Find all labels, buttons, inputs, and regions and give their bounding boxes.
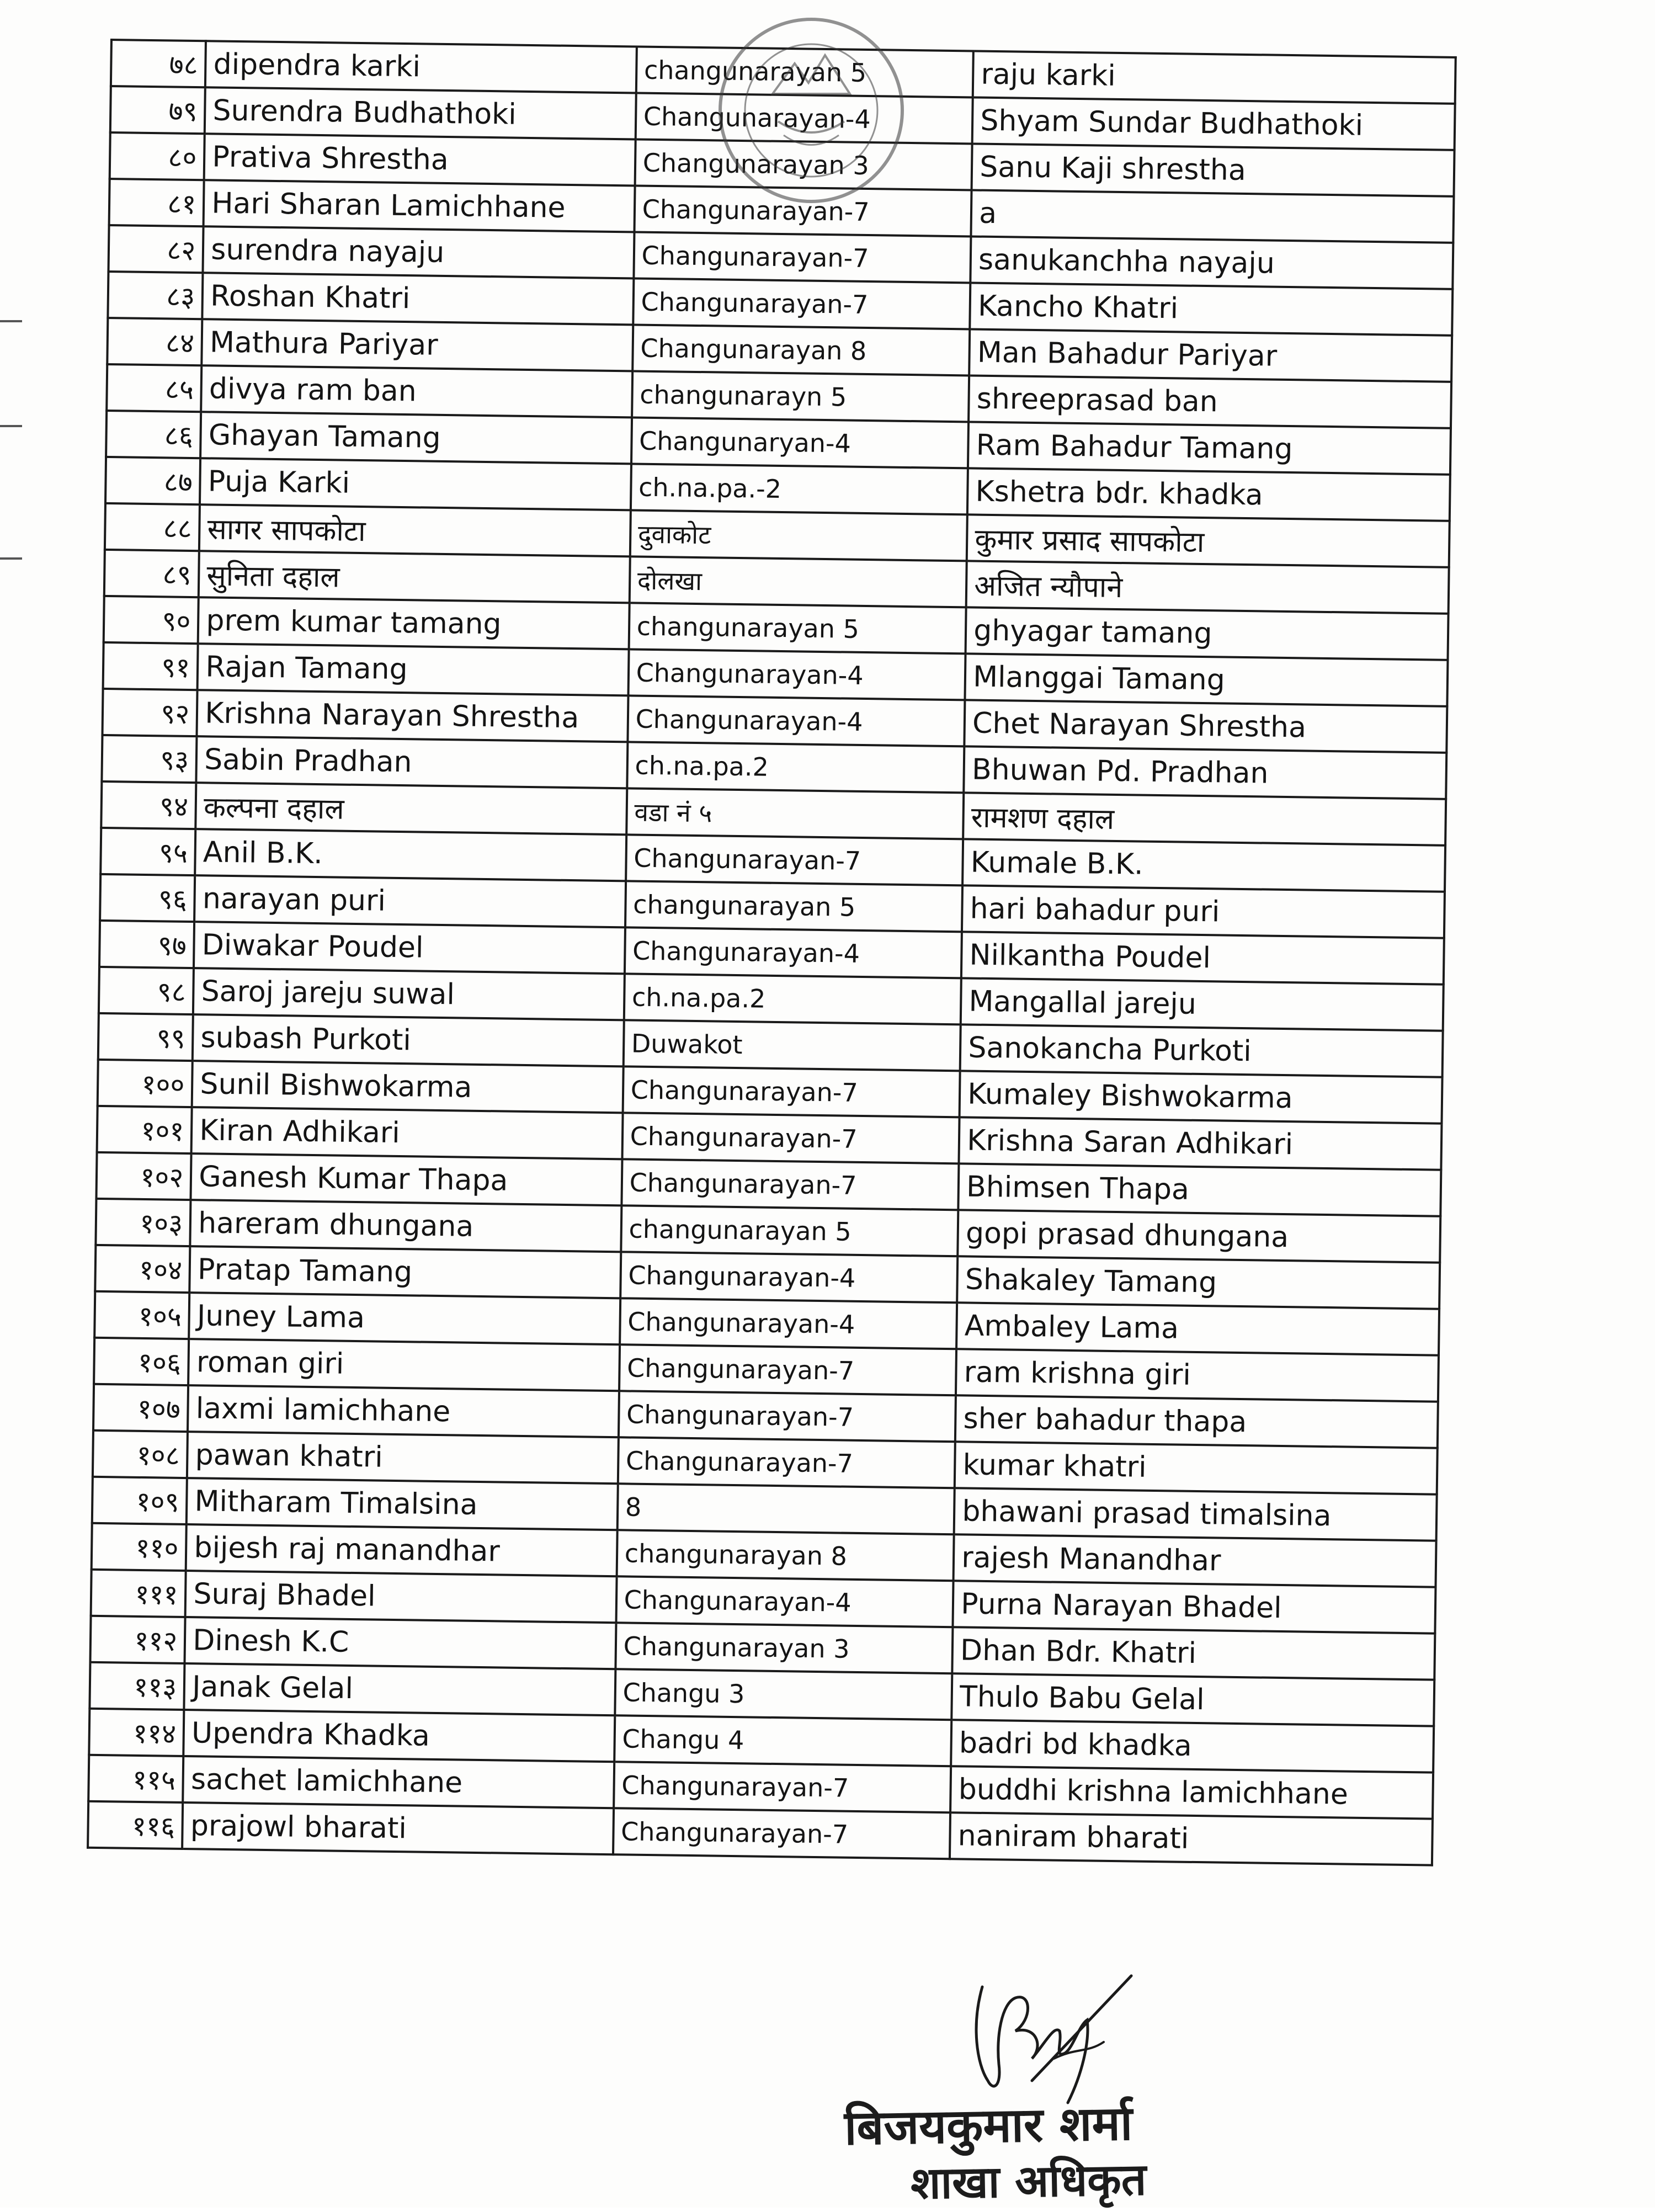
parent-name-cell: sher bahadur thapa <box>955 1395 1438 1448</box>
address-cell: Changunarayan 8 <box>632 325 970 375</box>
address-cell: Changu 4 <box>614 1715 952 1766</box>
name-cell: Janak Gelal <box>184 1663 615 1715</box>
address-cell: दुवाकोट <box>630 510 968 561</box>
address-cell: Changunarayan-7 <box>622 1113 960 1163</box>
table-body <box>88 40 1456 1865</box>
address-cell: Changunarayan-4 <box>616 1576 954 1627</box>
parent-name-cell: Shyam Sundar Budhathoki <box>972 97 1455 150</box>
address-cell: changunarayn 5 <box>632 371 970 422</box>
name-cell: surendra nayaju <box>203 226 634 278</box>
name-cell: Diwakar Poudel <box>194 922 625 974</box>
name-cell: narayan puri <box>194 875 625 927</box>
serial-number-cell: १०३ <box>95 1199 190 1246</box>
parent-name-cell: naniram bharati <box>950 1812 1433 1865</box>
name-cell: Ghayan Tamang <box>200 412 631 464</box>
name-cell: Suraj Bhadel <box>185 1571 616 1623</box>
serial-number-cell: १०५ <box>94 1291 189 1339</box>
parent-name-cell: Purna Narayan Bhadel <box>953 1581 1436 1633</box>
name-cell: prem kumar tamang <box>198 597 629 649</box>
name-cell: Pratap Tamang <box>190 1246 621 1298</box>
name-cell: Puja Karki <box>200 458 631 510</box>
serial-number-cell: ८९ <box>104 550 199 597</box>
parent-name-cell: shreeprasad ban <box>968 375 1451 428</box>
serial-number-cell: ७८ <box>111 40 206 87</box>
address-cell: Changunarayan-4 <box>628 649 966 700</box>
name-cell: divya ram ban <box>201 365 632 417</box>
serial-number-cell: ९७ <box>99 921 194 968</box>
parent-name-cell: Dhan Bdr. Khatri <box>952 1627 1435 1679</box>
parent-name-cell: Mlanggai Tamang <box>965 653 1448 706</box>
serial-number-cell: ९० <box>104 596 199 644</box>
address-cell: changunarayan 5 <box>621 1205 959 1256</box>
parent-name-cell: ghyagar tamang <box>966 607 1449 660</box>
serial-number-cell: ९६ <box>100 874 195 922</box>
parent-name-cell: Ram Bahadur Tamang <box>968 422 1451 474</box>
parent-name-cell: रामशण दहाल <box>963 793 1446 845</box>
address-cell: changunarayan 5 <box>629 603 966 653</box>
signatory-name: बिजयकुमार शर्मा <box>844 2095 1134 2156</box>
address-cell: Changunarayan-4 <box>625 927 962 978</box>
serial-number-cell: १०७ <box>93 1384 188 1432</box>
serial-number-cell: १११ <box>91 1570 186 1617</box>
name-cell: pawan khatri <box>187 1432 618 1483</box>
parent-name-cell: Kumale B.K. <box>962 839 1445 891</box>
parent-name-cell: Sanokancha Purkoti <box>960 1024 1443 1077</box>
parent-name-cell: Shakaley Tamang <box>957 1256 1440 1309</box>
name-cell: सुनिता दहाल <box>199 551 630 603</box>
serial-number-cell: ८१ <box>109 179 204 226</box>
address-cell: ch.na.pa.2 <box>624 974 962 1024</box>
address-cell: Changunarayan-4 <box>620 1298 957 1349</box>
serial-number-cell: ११४ <box>89 1709 184 1756</box>
name-cell: Juney Lama <box>189 1293 620 1344</box>
serial-number-cell: ११३ <box>89 1662 184 1710</box>
serial-number-cell: ९४ <box>101 781 196 829</box>
serial-number-cell: ९२ <box>102 689 197 736</box>
parent-name-cell: kumar khatri <box>955 1442 1438 1494</box>
parent-name-cell: Krishna Saran Adhikari <box>959 1117 1442 1169</box>
parent-name-cell: sanukanchha nayaju <box>971 236 1454 289</box>
parent-name-cell: Kshetra bdr. khadka <box>967 468 1450 520</box>
address-cell: ch.na.pa.2 <box>627 742 965 793</box>
address-cell: changunarayan 8 <box>616 1530 954 1581</box>
serial-number-cell: ८२ <box>108 225 203 273</box>
address-cell: 8 <box>617 1483 955 1534</box>
name-cell: Anil B.K. <box>195 829 626 881</box>
address-cell: Changunarayan-7 <box>618 1437 956 1488</box>
address-cell: Changunarayan-4 <box>627 695 965 746</box>
name-cell: Kiran Adhikari <box>191 1107 622 1159</box>
address-cell: changunarayan 5 <box>636 46 973 97</box>
name-cell: laxmi lamichhane <box>188 1385 619 1437</box>
address-cell: Changunarayan-7 <box>613 1808 951 1859</box>
serial-number-cell: ११५ <box>88 1755 183 1802</box>
address-cell: Changunarayan-7 <box>614 1762 951 1812</box>
parent-name-cell: raju karki <box>973 51 1456 103</box>
serial-number-cell: १०१ <box>97 1106 192 1153</box>
serial-number-cell: ८० <box>110 132 205 180</box>
parent-name-cell: gopi prasad dhungana <box>958 1210 1441 1262</box>
address-cell: Changunaryan-4 <box>631 417 969 468</box>
name-cell: Rajan Tamang <box>198 644 629 695</box>
name-cell: dipendra karki <box>205 41 636 93</box>
address-cell: Changunarayan-7 <box>622 1066 960 1117</box>
parent-name-cell: rajesh Manandhar <box>954 1534 1436 1587</box>
address-cell: Changunarayan-7 <box>633 278 971 329</box>
parent-name-cell: Man Bahadur Pariyar <box>969 329 1452 381</box>
serial-number-cell: ८७ <box>105 457 200 504</box>
name-cell: Krishna Narayan Shrestha <box>197 690 628 742</box>
beneficiary-table <box>87 39 1457 1867</box>
serial-number-cell: ९१ <box>103 642 198 690</box>
parent-name-cell: bhawani prasad timalsina <box>954 1488 1437 1540</box>
address-cell: दोलखा <box>629 556 967 607</box>
name-cell: Prativa Shrestha <box>204 134 635 185</box>
serial-number-cell: ८४ <box>107 318 202 365</box>
name-cell: Roshan Khatri <box>203 273 634 325</box>
serial-number-cell: ११६ <box>88 1801 183 1849</box>
name-cell: Hari Sharan Lamichhane <box>204 180 635 232</box>
page-edge-mark <box>0 425 22 427</box>
serial-number-cell: ९८ <box>99 967 194 1014</box>
parent-name-cell: Nilkantha Poudel <box>961 932 1444 984</box>
serial-number-cell: ९३ <box>102 735 196 783</box>
serial-number-cell: १०४ <box>95 1245 190 1293</box>
address-cell: ch.na.pa.-2 <box>631 464 968 514</box>
parent-name-cell: Bhuwan Pd. Pradhan <box>964 746 1446 799</box>
name-cell: prajowl bharati <box>182 1802 613 1854</box>
name-cell: sachet lamichhane <box>183 1756 614 1808</box>
parent-name-cell: Thulo Babu Gelal <box>952 1673 1435 1726</box>
parent-name-cell: badri bd khadka <box>951 1720 1434 1772</box>
serial-number-cell: ९९ <box>98 1013 193 1061</box>
address-cell: Changunarayan 3 <box>635 139 972 190</box>
address-cell: Changunarayan 3 <box>615 1623 953 1673</box>
address-cell: Changunarayan-7 <box>634 185 972 236</box>
parent-name-cell: ram krishna giri <box>956 1349 1439 1401</box>
name-cell: Sabin Pradhan <box>196 736 627 788</box>
name-cell: Dinesh K.C <box>185 1617 616 1669</box>
address-cell: Changunarayan-7 <box>619 1391 956 1442</box>
page-edge-mark <box>0 557 22 560</box>
parent-name-cell: Kumaley Bishwokarma <box>960 1071 1443 1123</box>
parent-name-cell: Sanu Kaji shrestha <box>972 143 1455 196</box>
serial-number-cell: ११० <box>92 1523 187 1571</box>
serial-number-cell: १०८ <box>93 1431 188 1478</box>
name-cell: roman giri <box>188 1339 619 1391</box>
name-cell: Mathura Pariyar <box>202 319 633 371</box>
name-cell: Ganesh Kumar Thapa <box>191 1153 622 1205</box>
serial-number-cell: १०२ <box>96 1152 191 1200</box>
parent-name-cell: Chet Narayan Shrestha <box>965 700 1448 752</box>
name-cell: Saroj jareju suwal <box>193 968 624 1020</box>
parent-name-cell: buddhi krishna lamichhane <box>950 1766 1433 1818</box>
serial-number-cell: ८६ <box>106 411 201 458</box>
serial-number-cell: ७९ <box>110 86 205 134</box>
parent-name-cell: hari bahadur puri <box>962 885 1445 938</box>
parent-name-cell: अजित न्यौपाने <box>966 561 1449 613</box>
parent-name-cell: कुमार प्रसाद सापकोटा <box>967 514 1450 567</box>
address-cell: Changunarayan-7 <box>619 1344 957 1395</box>
serial-number-cell: ८८ <box>105 503 200 551</box>
parent-name-cell: Ambaley Lama <box>956 1302 1439 1355</box>
parent-name-cell: Kancho Khatri <box>970 283 1452 335</box>
office-seal-icon <box>712 11 911 210</box>
parent-name-cell: a <box>971 190 1454 242</box>
address-cell: Duwakot <box>623 1020 961 1071</box>
name-cell: सागर सापकोटा <box>199 504 630 556</box>
serial-number-cell: ८५ <box>107 364 201 412</box>
address-cell: Changunarayan-4 <box>620 1252 958 1302</box>
serial-number-cell: १०६ <box>94 1338 189 1385</box>
address-cell: वडा नं ५ <box>626 788 964 839</box>
name-cell: Mitharam Timalsina <box>187 1478 618 1530</box>
address-cell: Changunarayan-7 <box>621 1159 959 1210</box>
name-cell: Sunil Bishwokarma <box>192 1061 623 1113</box>
name-cell: subash Purkoti <box>193 1014 624 1066</box>
page-edge-mark <box>0 320 22 322</box>
name-cell: bijesh raj manandhar <box>186 1524 617 1576</box>
parent-name-cell: Mangallal jareju <box>961 978 1444 1030</box>
parent-name-cell: Bhimsen Thapa <box>959 1163 1441 1216</box>
serial-number-cell: ९५ <box>100 828 195 875</box>
name-cell: hareram dhungana <box>190 1200 621 1252</box>
address-cell: Changu 3 <box>615 1669 952 1720</box>
address-cell: Changunarayan-7 <box>626 834 964 885</box>
name-cell: कल्पना दहाल <box>196 783 627 834</box>
address-cell: Changunarayan-4 <box>635 93 973 143</box>
name-cell: Upendra Khadka <box>184 1710 615 1762</box>
name-cell: Surendra Budhathoki <box>205 87 636 139</box>
serial-number-cell: १०९ <box>92 1477 187 1524</box>
signatory-title: शाखा अधिकृत <box>910 2153 1147 2209</box>
serial-number-cell: ८३ <box>108 272 203 319</box>
address-cell: changunarayan 5 <box>625 881 963 932</box>
serial-number-cell: ११२ <box>90 1616 185 1663</box>
serial-number-cell: १०० <box>98 1060 193 1107</box>
address-cell: Changunarayan-7 <box>634 232 971 283</box>
